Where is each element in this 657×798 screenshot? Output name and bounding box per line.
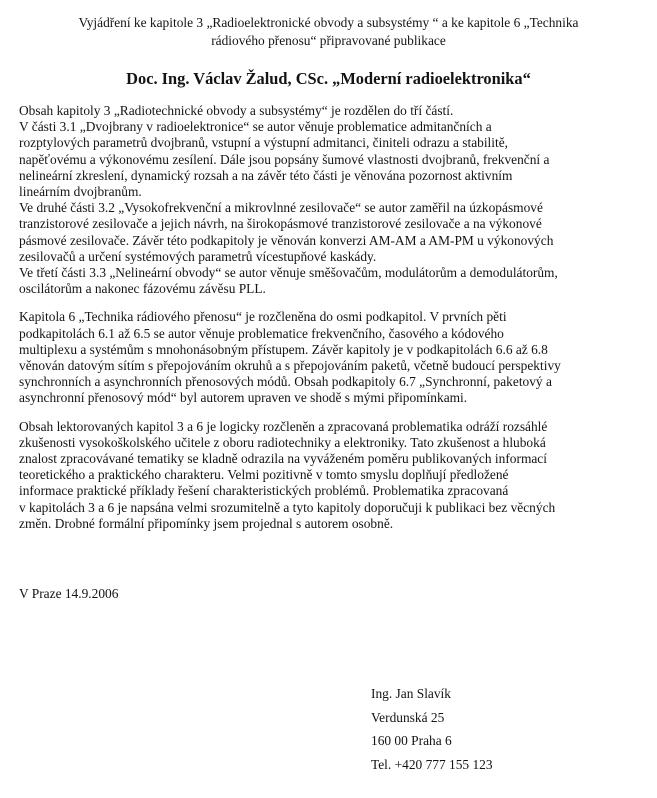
signature-name: Ing. Jan Slavík	[371, 686, 451, 701]
date-place: V Praze 14.9.2006	[19, 586, 119, 601]
text-line: teoretického a praktického charakteru. Velmi pozitivně v tomto smyslu doplňují předložené	[19, 467, 509, 483]
text-line: změn. Drobné formální připomínky jsem projednal s autorem osobně.	[19, 515, 394, 531]
paragraph-conclusion	[19, 419, 639, 532]
text-line: synchronních a asynchronních přenosových módů. Obsah podkapitoly 6.7 „Synchronní, paketový a	[19, 374, 552, 390]
paragraph-chapter-3	[19, 103, 639, 297]
text-line: v kapitolách 3 a 6 je napsána velmi srozumitelně a tyto kapitoly doporučuji k publikaci bez věcných	[19, 499, 556, 515]
text-line: nelineární zkreslení, dynamický rozsah a na závěr této části je věnována pozornost aktivním	[19, 167, 513, 183]
text-line: Kapitola 6 „Technika rádiového přenosu“ je rozčleněna do osmi podkapitol. V prvních pěti	[19, 309, 507, 325]
text-line: V části 3.1 „Dvojbrany v radioelektronice“ se autor věnuje problematice admitančních a	[19, 119, 492, 135]
text-line: věnován datovým sítím s přepojováním okruhů a s přepojováním paketů, včetně budoucí perspektivy	[19, 358, 561, 374]
header-line-1: Vyjádření ke kapitole 3 „Radioelektronické obvody a subsystémy “ a ke kapitole 6 „Technika	[78, 15, 579, 30]
signature-street: Verdunská 25	[371, 709, 445, 725]
text-line: zkušenosti vysokoškolského učitele z oboru radiotechniky a elektroniky. Tato zkušenost a hluboká	[19, 434, 546, 450]
paragraph-gap	[19, 297, 639, 309]
signature-city: 160 00 Praha 6	[371, 733, 452, 748]
paragraph-chapter-6	[19, 309, 639, 406]
text-line: Obsah lektorovaných kapitol 3 a 6 je logicky rozčleněn a zpracovaná problematika odráží rozsáhlé	[19, 418, 548, 434]
text-line: znalost zpracovávané tematiky se kladně odrazila na vyváženém poměru publikovaných informací	[19, 451, 547, 467]
text-line: rozptylových parametrů dvojbranů, vstupní a výstupní admitanci, činiteli odrazu a stabilitě,	[19, 135, 509, 151]
text-line: podkapitolách 6.1 až 6.5 se autor věnuje problematice frekvenčního, časového a kódového	[19, 325, 504, 341]
text-line: Ve druhé části 3.2 „Vysokofrekvenční a mikrovlnné zesilovače“ se autor zaměřil na úzkopásmové	[19, 200, 543, 216]
text-line: Obsah kapitoly 3 „Radiotechnické obvody a subsystémy“ je rozdělen do tří částí.	[19, 103, 454, 118]
text-line: pásmové zesilovače. Závěr této podkapitoly je věnován konverzi AM-AM a AM-PM u výkonových	[19, 232, 554, 248]
text-line: informace praktické příklady řešení charakteristických problémů. Problematika zpracovaná	[19, 483, 509, 499]
document-title: Doc. Ing. Václav Žalud, CSc. „Moderní radioelektronika“	[126, 69, 531, 88]
document-header	[20, 14, 637, 50]
text-line: tranzistorové zesilovače a jejich návrh, na širokopásmové tranzistorové zesilovače a na výkonové	[19, 216, 542, 232]
document-body	[19, 103, 639, 532]
signature-phone: Tel. +420 777 155 123	[371, 756, 493, 772]
text-line: oscilátorům a nakonec fázovému závěsu PLL.	[19, 281, 266, 297]
text-line: napěťovému a výkonovému zesílení. Dále jsou popsány šumové vlastnosti dvojbranů, frekvenční a	[19, 151, 550, 167]
header-line-2: rádiového přenosu“ připravované publikace	[211, 33, 446, 48]
text-line: asynchronní přenosový mód“ byl autorem upraven ve shodě s mými připomínkami.	[19, 390, 468, 406]
signature-block	[371, 685, 493, 779]
paragraph-gap	[19, 407, 639, 419]
text-line: multiplexu a systémům s mnohonásobným přístupem. Závěr kapitoly je v podkapitolách 6.6 až 6.8	[19, 341, 548, 357]
text-line: zesilovačů a určení systémových parametrů vícestupňové kaskády.	[19, 248, 377, 264]
text-line: Ve třetí části 3.3 „Nelineární obvody“ se autor věnuje směšovačům, modulátorům a demodulátorům,	[19, 265, 558, 281]
text-line: lineárním dvojbranům.	[19, 184, 142, 200]
